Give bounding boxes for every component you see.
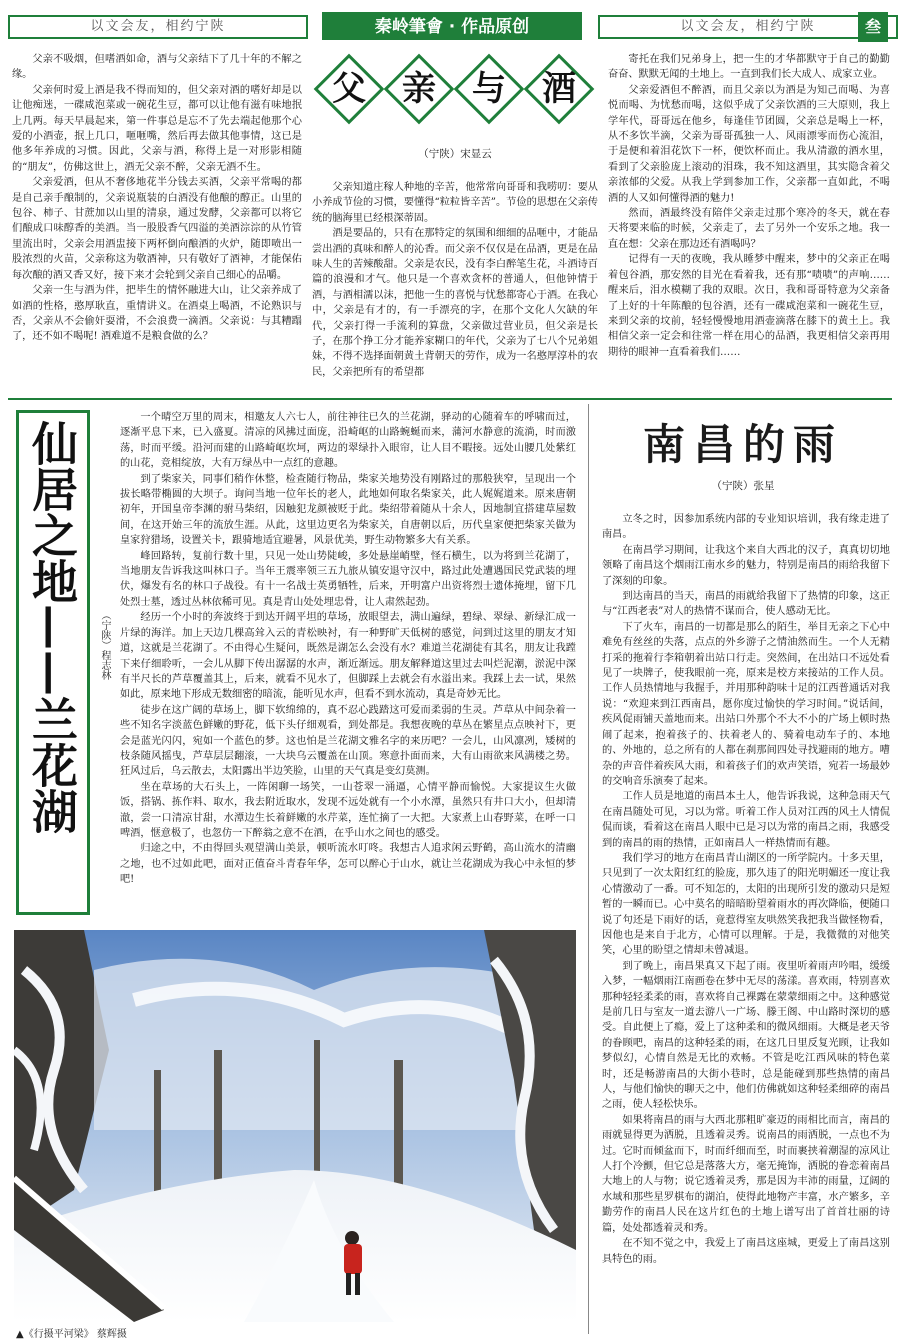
article2-body — [120, 410, 576, 922]
paragraph: 我们学习的地方在南昌青山湖区的一所学院内。十多天里，只见到了一次太阳红红的脸庞，那久违了的阳光明媚还一度让我心情激动了一番。可不知怎的，太阳的出现所引发的激动只是短暂的一瞬而已。心中莫名的暗暗盼望着雨水的再次降临，便随口说了句还是下雨好的话，竟惹得室友哄然笑我把我当做怪物看，因他也是来自于北方，心情可以理解。于是，我微微的对他笑笑，心里的盼望之情却未曾减退。 — [602, 852, 890, 957]
header-banner-title: 秦岭筆會 · 作品原创 — [374, 17, 530, 37]
article1-column-2 — [312, 180, 598, 392]
paragraph: 到了柴家关，同事们稍作休整，检查随行物品，柴家关地势没有刚路过的那般狭窄，呈现出一个拔长略带椭圆的大坝子。询问当地一位年长的老人，此地如何取名柴家关，此人娓娓道来。原来唐朝初年，开国皇帝李渊的驸马柴绍，因触犯龙颜被贬于此。柴绍带着随从十余人，因地制宜搭建草屋数间，在这开始三年的流放生涯。从此，这里边更名为柴家关，自唐朝以后，历代皇家便把柴家关做为皇家狩猎场，设置关卡，跟骑地适宜避暑，风景优美，野生动物繁多大有关系。 — [120, 473, 576, 547]
paragraph: 到达南昌的当天，南昌的雨就给我留下了热情的印象，这正与“江西老表”对人的热情不谋而合，使人感动无比。 — [602, 591, 890, 618]
paragraph: 如果将南昌的雨与大西北那粗旷豪迈的雨相比而言，南昌的雨就显得更为洒脱，且透着灵秀。说南昌的雨洒脱，一点也不为过。它时而倾盆而下，时而纤细而至，时而裹挟着潮湿的凉风让人打个冷颤，但它总是落落大方，毫无掩饰，洒脱的眷恋着南昌大地上的人与物；说它透着灵秀，那是因为丰沛的雨量，辽阔的水域和那些星罗棋布的湖泊，使得此地物产丰富，水产繁多，辛勤劳作的南昌人民在这片红色的土地上谱写出了首首壮丽的诗篇，处处都透着灵和秀。 — [602, 1114, 890, 1234]
article1-title-char-2: 亲 — [402, 69, 436, 109]
paragraph: 立冬之时，因参加系统内部的专业知识培训，我有缘走进了南昌。 — [602, 514, 890, 541]
article1-column-3 — [608, 52, 890, 392]
snow-forest-illustration — [14, 930, 576, 1322]
paragraph: 记得有一天的夜晚，我从睡梦中醒来，梦中的父亲正在喝着包谷酒，那安然的目光在看着我，还有那“啧啧”的声响……醒来后，泪水模糊了我的双眼。次日，我和哥哥特意为父亲备了上好的十年陈酿的包谷酒，还有一碟咸泡菜和一碗花生豆，来到父亲的坟前，轻轻慢慢地用酒壶滴落在膝下的黄土上。我相信父亲一定会和往常一样在用心的品酒，我更相信父亲再用期待的眼神一直看着我们…… — [608, 254, 890, 358]
paragraph: 峰回路转，复前行数十里，只见一处山势陡峻，多处悬崖峭壁，怪石横生，以为将到兰花湖了，当地朋友告诉我这叫林口子。当年王震率领三五九旅从镇安退守汉中，路过此处遭遇国民党武装的埋伏，爆发有名的林口子战役。有十一名战士英勇牺牲，后来，开明富户出资将烈士遗体掩埋，留下几处烈士墓，透过丛林依稀可见。真是青山处处埋忠骨，让人肃然起劲。 — [120, 550, 576, 608]
article1-column-1 — [12, 52, 302, 392]
paragraph: 父亲知道庄稼人种地的辛苦，他常常向哥哥和我唠叨：要从小养成节俭的习惯，要懂得“粒粒皆辛苦”。节俭的思想在父亲传统的脑海里已经根深蒂固。 — [312, 182, 598, 224]
article2-author: （宁陕）程志林 — [99, 610, 110, 680]
article1-author: （宁陕）宋显云 — [418, 148, 492, 160]
paragraph: 在南昌学习期间，让我这个来自大西北的汉子，真真切切地领略了南昌这个烟雨江南水乡的魅力，特别是南昌的雨给我留下了深刻的印象。 — [602, 544, 890, 587]
column-separator — [588, 404, 589, 1334]
page-header — [0, 0, 900, 46]
article1-title-char-3: 与 — [472, 69, 506, 109]
paragraph: 父亲爱酒但不醉酒，而且父亲以为酒是为知己而喝、为喜悦而喝、为忧愁而喝，这似乎成了父亲饮酒的三大原则，我上学年代，哥哥远在他乡，每逢佳节团圆，父亲总是喝上一杯，从不多饮半滴，父亲为哥哥孤独一人、风雨漂零而伤心流泪，于是便和着泪花饮下一杯，便饮杯而止。我从清澈的酒水里，看到了父亲脸庞上滚动的泪珠，我不知这酒里，其实隐含着父亲浓郁的父爱。从我上学到参加工作，父亲都一直如此，不喝酒的人又如何懂得酒的魅力! — [608, 84, 890, 204]
article1-title-diamond-2 — [384, 54, 455, 125]
article1-title-diamond-1 — [314, 54, 385, 125]
header-slogan-left: 以文会友，相约宁陕 — [8, 15, 308, 39]
paragraph: 酒是要品的，只有在那特定的氛围和细细的品咂中，才能品尝出酒的真味和醉人的沁香。而父亲不仅仅是在品酒，更是在品味人生的苦辣酸甜。父亲是农民，没有李白醉笔生花，斗酒诗百篇的浪漫和才气。他只是一个喜欢贪杯的普通人，但他钟情于酒，与酒相濡以沫，把他一生的喜悦与忧愁都寄心于酒。在我心中，父亲是有才的，有一手漂亮的字，在那个文化人欠缺的年代，父亲打得一手流利的算盘，父亲做过营业员，但父亲是长子，在那个挣工分才能养家糊口的年代，父亲为了七八个兄弟姐妹，不得不选择面朝黄土背朝天的劳作，成为一名憨厚淳朴的农民，父亲把所有的希望都 — [312, 228, 598, 378]
article2-title: 仙居之地——兰花湖 — [25, 420, 79, 834]
paragraph: 父亲一生与酒为伴，把毕生的情怀融进大山，让父亲养成了如酒的性格，憨厚耿直，重情讲义。在酒桌上喝酒，不论熟识与否，父亲从不会偷奸耍滑，不会浪费一滴酒。父亲说：与其糟蹋了，还不如不喝呢! 酒难道不是粮食做的么？ — [12, 285, 302, 343]
snow-forest-photo — [14, 930, 576, 1322]
paragraph: 归途之中，不由得回头观望满山美景，顿听流水叮咚。我想古人追求闲云野鹤，高山流水的清幽之地，也不过如此吧，面对正值奋斗青春年华，怎可以醉心于山水，就让兰花湖成为我心中永恒的梦吧! — [120, 843, 576, 886]
article1-title-diamond-3 — [454, 54, 525, 125]
paragraph: 然而，酒最终没有陪伴父亲走过那个寒冷的冬天，就在春天将要来临的时候，父亲走了，去了另外一个安乐之地。我一直在想：父亲在那边还有酒喝吗？ — [608, 208, 890, 250]
paragraph: 在不知不觉之中，我爱上了南昌这座城，更爱上了南昌这别具特色的雨。 — [602, 1238, 890, 1265]
article1-title-diamond-4 — [524, 54, 595, 125]
photo-caption: ▲《行摄平河梁》 蔡辉摄 — [16, 1329, 127, 1340]
article3-author: （宁陕）张星 — [711, 480, 775, 492]
article3-title: 南昌的雨 — [642, 420, 843, 469]
article1-title-char-4: 酒 — [542, 69, 576, 109]
paragraph: 父亲爱酒，但从不奢侈地花半分钱去买酒，父亲平常喝的都是自己亲手酿制的，父亲说瓶装的白酒没有他酿的醇正。山里的包谷、柿子、甘蔗加以山里的清泉，通过发酵，父亲都可以将它们酿成口味醇香的美酒。当一股股香气四溢的美酒淙淙的从竹管里流出时，父亲会用酒盅接下两杯倒向酿酒的火炉，随即喷出一股浓烈的火苗，父亲称这为敬酒神，只有敬好了酒神，才能保佑每次酿的酒又香又好，接下来才会轮到父亲自己细心的品嚼。 — [12, 177, 302, 281]
paragraph: 父亲何时爱上酒是我不得而知的，但父亲对酒的嗜好却是以让他痴迷，一碟咸泡菜或一碗花生豆，都可以让他有滋有味地抿上几两。每天早晨起来，第一件事总是忘不了先去端起他那个心爱的小酒壶，抿上几口，咂咂嘴，然后再去做其他事情，这已是他多年养成的习惯。因此，父亲与酒，称得上是一对形影相随的“朋友”，仿佛这世上，酒无父亲不醉，父亲无酒不生。 — [12, 84, 302, 173]
paragraph: 坐在草场的大石头上，一阵闲聊一场笑，一山苍翠一涌逼，心情平静而愉悦。大家提议生火做饭，搭锅、拣作料、取水，我去附近取水，发现不远处就有一个小水潭，虽然只有井口大小，但却清澈，尝一口清凉甘甜，水潭边生长着鲜嫩的水芹菜，连忙摘了一大把。大家煮上山春野菜，在呼一口啤酒，惬意极了，也忽仿一下醉翁之意不在酒，在乎山水之间也的感受。 — [120, 781, 576, 839]
paragraph: 父亲不吸烟，但嗜酒如命，酒与父亲结下了几十年的不解之缘。 — [12, 54, 302, 81]
paragraph: 徒步在这广阔的草场上，脚下软绵绵的，真不忍心践踏这可爱而柔弱的生灵。芦草从中间杂着一些不知名字淡蓝色鲜嫩的野花，低下头仔细观看，到处都是。我想夜晚的草丛在繁星点点映衬下，更会是蓝光闪闪，宛如一个蓝色的梦。这也怕是兰花湖文雅名字的来历吧？一会儿，山风凛冽，矮树的枝条随风摇曳，芦草层层翻滚，一大块乌云覆盖在山顶。寒意扑面而来，大有山雨欲来风满楼之势。狂风过后，乌云散去，太阳露出半边笑脸，山里的天气真是变幻莫测。 — [120, 704, 576, 778]
article1-title — [312, 50, 598, 138]
header-slogan-right: 以文会友，相约宁陕 — [598, 15, 898, 39]
paragraph: 经历一个小时的奔波终于到达开阔平坦的草场，放眼望去，满山遍绿，碧绿、翠绿、新绿汇成一片绿的海洋。加上天边几棵高耸入云的青松映衬，有一种野旷天低树的感觉，问到过这里的朋友才知道，这就是兰花湖了。不由得心生疑问，既然是湖怎么会没有水？难道兰花湖徒有其名，朋友让我蹚下来仔细聆听，一会儿从脚下传出潺潺的水声，渐近渐远。朋友解释道这里过去叫烂泥潮，淤泥中深有半尺长的芦草覆盖其上，后来，就看不见水了，但脚踩上去就会有水溢出来。我踩上去一试，果然如此，原来地下形成无数细密的暗流，能听见水声，但看不到水流动，真是奇妙无比。 — [120, 612, 576, 701]
article3-body — [602, 512, 890, 1338]
paragraph: 一个晴空万里的周末，相邀友人六七人，前往神往已久的兰花湖，驿动的心随着车的呼啸而过，逐渐平息下来，已入盛夏。清凉的风拂过面庞，沿崎岖的山路蜿蜒而来，蒲河水静意的流淌，时而激荡，时而平缓。沿河而建的山路崎岖坎坷，两边的翠绿扑入眼帘，让人目不暇接。远处山腰几处紫红的山花，竞相绽放，大有万绿丛中一点红的意趣。 — [120, 412, 576, 470]
page-number: 叁 — [858, 12, 888, 42]
paragraph: 到了晚上，南昌果真又下起了雨。夜里听着雨声吟唱，缓缓入梦，一幅烟雨江南画卷在梦中无尽的荡漾。喜欢雨，特别喜欢那种轻轻柔柔的雨，喜欢将自己裸露在蒙蒙细雨之中。这种感觉是前几日与室友一道去游八一广场、滕王阁、中山路时深切的感受。自此便上了瘾，爱上了这种柔和的微风细雨。大概是老天爷的眷顾吧，南昌的这种轻柔的雨，在这几日里反复光顾，让我如梦似幻，心情自然是无比的欢畅。不管是吃江西风味的特色菜时，还是畅游南昌的大街小巷时，总是能碰到那些热情的南昌人，与他们愉快的聊天之中，他们仿佛就如这种轻柔细碎的南昌之雨，使人轻松快乐。 — [602, 960, 890, 1111]
paragraph: 下了火车，南昌的一切都是那么的陌生，举目无亲之下心中难免有丝丝的失落，点点的外乡游子之情油然而生。一个人无精打采的拖着行李箱朝着出站口行走。突然间，在出站口不远处看见了一块牌子，使我眼前一亮，原来是校方来接站的工作人员。工作人员热情地与我握手，并用那种韵味十足的江西普通话对我说：“欢迎来到江西南昌，愿你度过愉快的学习时间。”说话间，疾风促雨铺天盖地而来。出站口外那个不大不小的广场上顿时热闹了起来，抱着孩子的、扶着老人的、骑着电动车子的、本地的、外地的，总之所有的人都在刹那间四处寻找避雨的地方。嘈杂的声音伴着疾风大雨，和着孩子们的欢声笑语，宛若一场最妙的交响音乐演奏了起来。 — [602, 621, 890, 787]
article1-title-char-1: 父 — [332, 69, 366, 109]
paragraph: 寄托在我们兄弟身上，把一生的才华都默守于自己的勤勤奋奋、默默无闻的土地上。一直到我们长大成人、成家立业。 — [608, 54, 890, 81]
section-divider — [8, 398, 892, 400]
paragraph: 工作人员是地道的南昌本土人，他告诉我说，这种急雨天气在南昌随处可见，习以为常。听着工作人员对江西的风土人情侃侃而谈，看着这在南昌人眼中已是习以为常的南昌之雨，我感受到的南昌的雨的热情，正如南昌人一样热情而有趣。 — [602, 791, 890, 849]
